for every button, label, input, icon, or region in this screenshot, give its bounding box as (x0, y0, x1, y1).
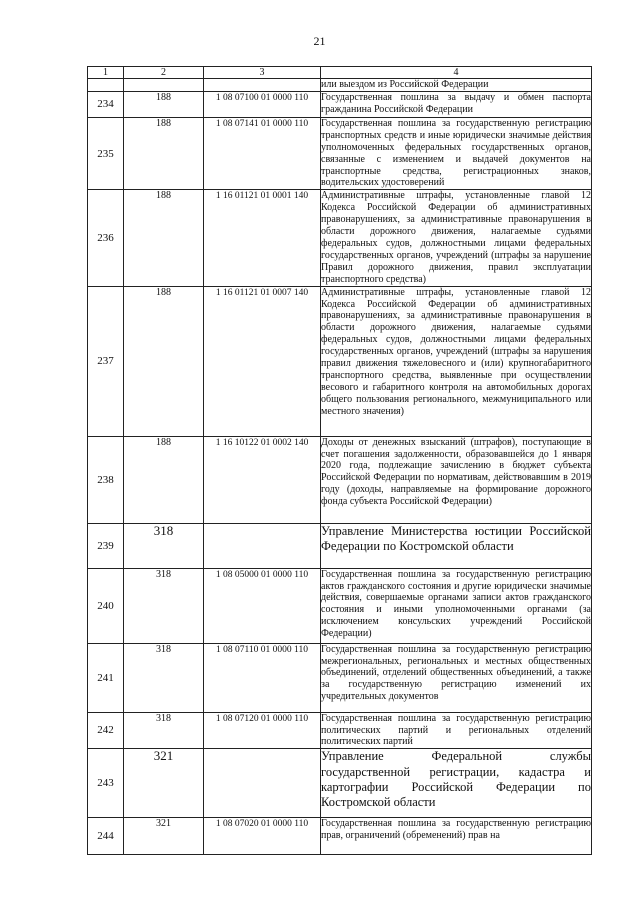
administrator-code: 188 (124, 190, 204, 286)
revenue-description: Административные штрафы, установленные главой 12 Кодекса Российской Федерации об административных правонарушениях, за административные правонарушения в области дорожного движения, налагаемые судьями федеральных судов, должностными лицами федеральных государственных органов, учреждений (штрафы за нарушения правил движения тяжеловесного и (или) крупногабаритного транспортного средства, выявленные при осуществлении весового и габаритного контроля на автомобильных дорогах общего пользования регионального, межмуниципального или местного значения) (321, 286, 592, 436)
revenue-description: Административные штрафы, установленные главой 12 Кодекса Российской Федерации об административных правонарушениях, за административные правонарушения в области дорожного движения, налагаемые судьями федеральных судов, должностными лицами федеральных государственных органов, учреждений (штрафы за нарушение Правил дорожного движения, правил эксплуатации транспортного средства) (321, 190, 591, 285)
administrator-code: 188 (124, 436, 204, 523)
revenue-code: 1 08 07141 01 0000 110 (204, 117, 321, 189)
column-header: 3 (204, 67, 321, 79)
revenue-description: Государственная пошлина за государственную регистрацию политических партий и региональных отделений политических партий (321, 712, 591, 748)
continuation-text: или выездом из Российской Федерации (321, 79, 592, 92)
administrator-code: 318 (124, 523, 204, 568)
continuation-row (88, 79, 592, 92)
table-row (88, 91, 592, 117)
column-number-header-row (88, 67, 592, 79)
revenue-description: Государственная пошлина за выдачу и обмен паспорта гражданина Российской Федерации (321, 91, 592, 117)
table-row (88, 568, 592, 643)
revenue-description: Управление Федеральной службы государственной регистрации, кадастра и картографии Российской Федерации по Костромской области (321, 749, 592, 818)
administrator-code: 188 (124, 91, 204, 117)
revenue-code: 1 08 07020 01 0000 110 (204, 818, 321, 855)
administrator-code: 321 (124, 749, 204, 818)
row-number: 244 (88, 818, 124, 855)
table-row (88, 712, 592, 749)
revenue-code-table (87, 66, 592, 855)
table-row (88, 749, 592, 818)
column-header: 4 (321, 67, 592, 79)
row-number: 236 (88, 190, 124, 286)
row-number: 242 (88, 712, 124, 749)
page-number: 21 (313, 34, 326, 48)
revenue-description: Государственная пошлина за государственную регистрацию актов гражданского состояния и другие юридически значимые действия, совершаемые органами записи актов гражданского состояния и иными уполномоченными органами (за исключением консульских учреждений Российской Федерации) (321, 568, 592, 643)
row-number: 243 (88, 749, 124, 818)
revenue-description: Управление Министерства юстиции Российской Федерации по Костромской области (321, 523, 592, 568)
revenue-code: 1 08 07120 01 0000 110 (204, 712, 321, 749)
revenue-code (204, 523, 321, 568)
row-number: 237 (88, 286, 124, 436)
revenue-description: Государственная пошлина за государственную регистрацию прав, ограничений (обременений) прав на (321, 818, 592, 855)
table-row (88, 818, 592, 855)
revenue-description: Государственная пошлина за государственную регистрацию межрегиональных, региональных и местных общественных объединений, отделений общественных объединений, а также за государственную регистрацию изменений их учредительных документов (321, 643, 592, 712)
table-row (88, 523, 592, 568)
table-row (88, 286, 592, 436)
table-row (88, 117, 592, 189)
revenue-description: Доходы от денежных взысканий (штрафов), поступающие в счет погашения задолженности, образовавшейся до 1 января 2020 года, подлежащие зачислению в бюджет субъекта Российской Федерации по нормативам, действовавшим в 2019 году (доходы, направляемые на формирование дорожного фонда субъекта Российской Федерации) (321, 436, 592, 523)
revenue-code: 1 16 10122 01 0002 140 (204, 436, 321, 523)
revenue-code (204, 749, 321, 818)
administrator-code: 321 (124, 818, 204, 855)
row-number: 240 (88, 568, 124, 643)
administrator-code: 188 (124, 286, 204, 436)
row-number: 239 (88, 523, 124, 568)
revenue-code: 1 16 01121 01 0007 140 (204, 286, 321, 436)
revenue-code: 1 08 05000 01 0000 110 (204, 568, 321, 643)
row-number: 241 (88, 643, 124, 712)
row-number: 234 (88, 91, 124, 117)
administrator-code: 188 (124, 117, 204, 189)
revenue-code: 1 08 07100 01 0000 110 (204, 91, 321, 117)
administrator-code: 318 (124, 643, 204, 712)
column-header: 1 (88, 67, 124, 79)
administrator-code: 318 (124, 712, 204, 749)
revenue-code: 1 08 07110 01 0000 110 (204, 643, 321, 712)
row-number: 235 (88, 117, 124, 189)
column-header: 2 (124, 67, 204, 79)
revenue-description: Государственная пошлина за государственную регистрацию транспортных средств и иные юридически значимые действия уполномоченных федеральных государственных органов, связанные с изменением и выдачей документов на транспортные средства, регистрационных знаков, водительских удостоверений (321, 117, 591, 189)
revenue-code: 1 16 01121 01 0001 140 (204, 190, 321, 286)
row-number: 238 (88, 436, 124, 523)
administrator-code: 318 (124, 568, 204, 643)
table-row (88, 190, 592, 286)
table-row (88, 436, 592, 523)
table-row (88, 643, 592, 712)
